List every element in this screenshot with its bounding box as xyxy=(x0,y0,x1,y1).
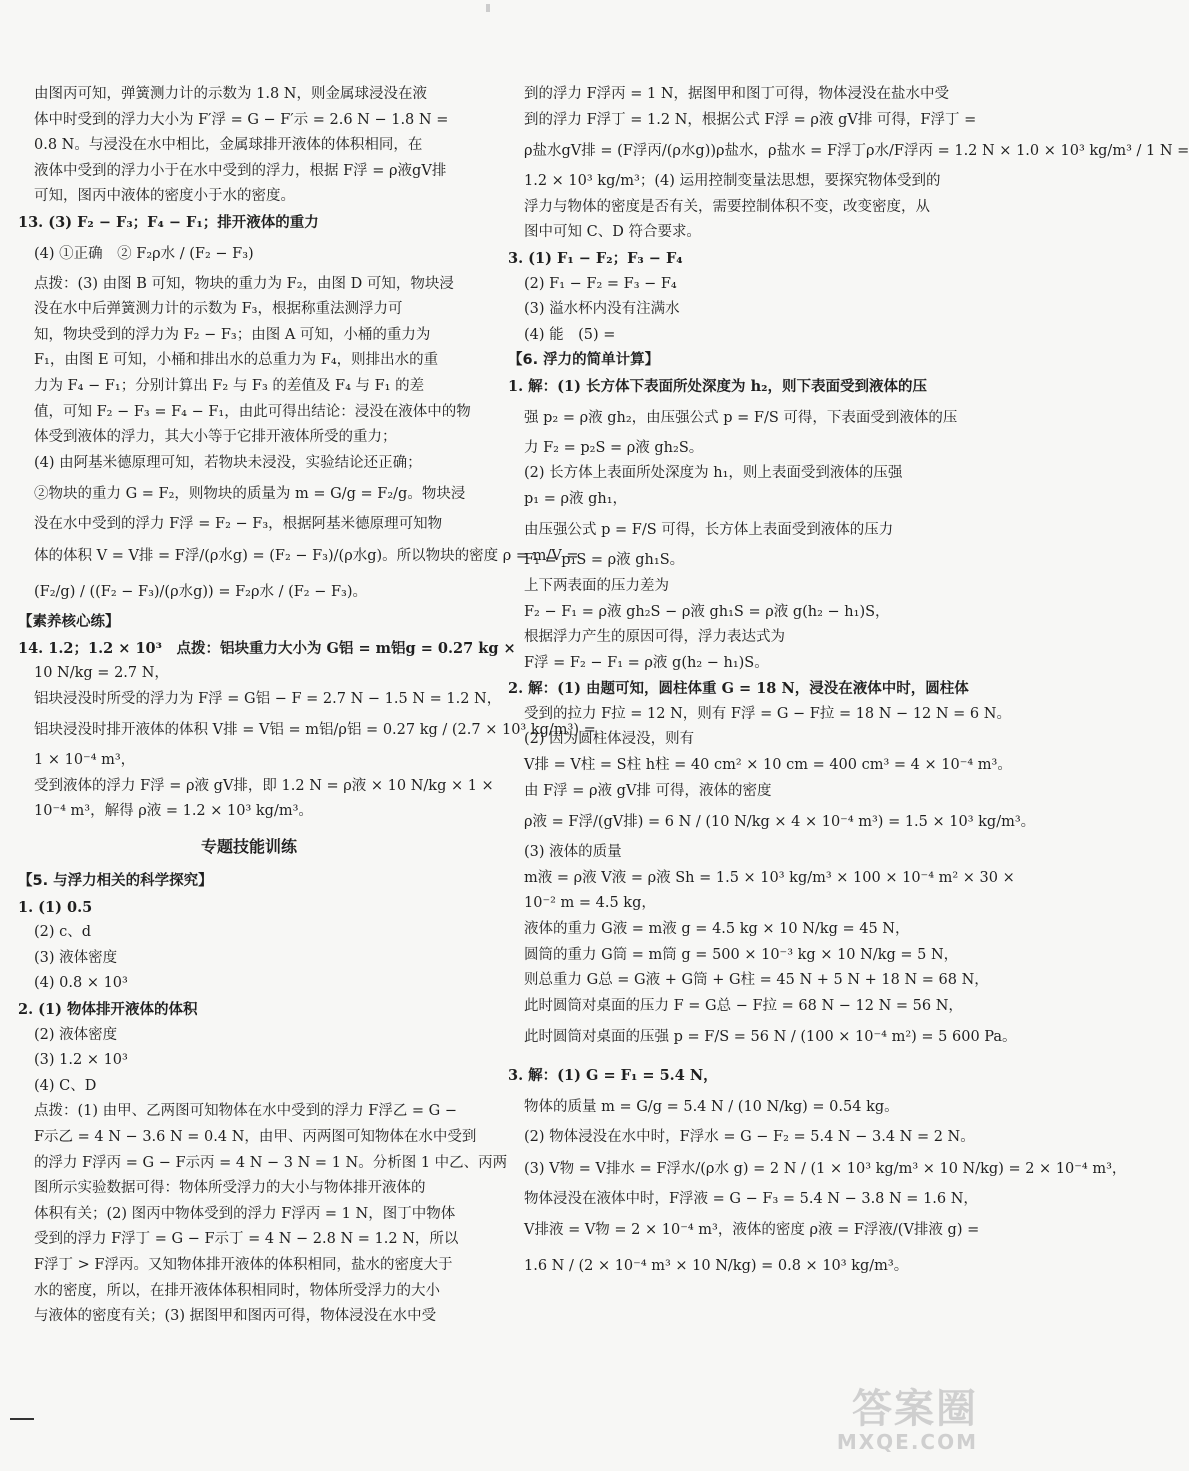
right-text-line: (2) 物体浸没在水中时，F浮水 = G − F₂ = 5.4 N − 3.4 N = 2 N。 xyxy=(524,1129,975,1145)
right-text-line: 力 F₂ = p₂S = ρ液 gh₂S。 xyxy=(524,439,704,456)
left-text-line: 受到的浮力 F浮丁 = G − F示丁 = 4 N − 2.8 N = 1.2 N，所以 xyxy=(34,1231,459,1248)
right-text-line: 圆筒的重力 G筒 = m筒 g = 500 × 10⁻³ kg × 10 N/kg = 5 N， xyxy=(524,946,959,963)
left-text-line: 点拨：(3) 由图 B 可知，物块的重力为 F₂，由图 D 可知，物块浸 xyxy=(34,275,454,292)
left-text-line: 铝块浸没时所受的浮力为 F浮 = G铝 − F = 2.7 N − 1.5 N = 1.2 N， xyxy=(34,690,502,707)
left-text-line: 10⁻⁴ m³，解得 ρ液 = 1.2 × 10³ kg/m³。 xyxy=(34,803,313,820)
right-text-line: ρ盐水gV排 = (F浮丙/(ρ水g))ρ盐水，ρ盐水 = F浮丁ρ水/F浮丙 = 1.2 N × 1.0 × 10³ kg/m³ / 1 N = xyxy=(524,143,1189,160)
left-text-line: 水的密度，所以，在排开液体体积相同时，物体所受浮力的大小 xyxy=(34,1282,440,1299)
left-text-line: 专题技能训练 xyxy=(200,837,297,857)
left-text-line: (3) 1.2 × 10³ xyxy=(34,1052,128,1069)
right-text-line: (3) 溢水杯内没有注满水 xyxy=(524,301,680,318)
left-text-line: 值，可知 F₂ − F₃ = F₄ − F₁，由此可得出结论：浸没在液体中的物 xyxy=(34,403,471,420)
right-text-line: V排 = V柱 = S柱 h柱 = 40 cm² × 10 cm = 400 cm³ = 4 × 10⁻⁴ m³。 xyxy=(524,757,1012,774)
left-text-line: (4) 0.8 × 10³ xyxy=(34,975,128,992)
left-text-line: F示乙 = 4 N − 3.6 N = 0.4 N，由甲、丙两图可知物体在水中受到 xyxy=(34,1129,477,1145)
left-text-line: (2) c、d xyxy=(34,924,92,941)
left-text-line: (4) 由阿基米德原理可知，若物块未浸没，实验结论还正确； xyxy=(34,454,422,471)
right-text-line: F₁ = p₁S = ρ液 gh₁S。 xyxy=(524,552,685,569)
left-text-line: 没在水中后弹簧测力计的示数为 F₃，根据称重法测浮力可 xyxy=(34,301,403,318)
right-text-line: 液体的重力 G液 = m液 g = 4.5 kg × 10 N/kg = 45 N， xyxy=(524,921,910,938)
footer-rule xyxy=(10,1418,34,1420)
right-text-line: (3) V物 = V排水 = F浮水/(ρ水 g) = 2 N / (1 × 10³ kg/m³ × 10 N/kg) = 2 × 10⁻⁴ m³， xyxy=(524,1160,1127,1177)
left-text-line: 知，物块受到的浮力为 F₂ − F₃；由图 A 可知，小桶的重力为 xyxy=(34,326,431,343)
right-text-line: m液 = ρ液 V液 = ρ液 Sh = 1.5 × 10³ kg/m³ × 100 × 10⁻⁴ m² × 30 × xyxy=(524,869,1015,886)
left-text-line: 图所示实验数据可得：物体所受浮力的大小与物体排开液体的 xyxy=(34,1180,426,1197)
right-text-line: 由 F浮 = ρ液 gV排 可得，液体的密度 xyxy=(524,782,772,799)
left-text-line: 14. 1.2；1.2 × 10³ 点拨：铝块重力大小为 G铝 = m铝g = 0.27 kg × xyxy=(18,639,516,657)
left-text-line: 体积有关；(2) 图丙中物体受到的浮力 F浮丙 = 1 N，图丁中物体 xyxy=(34,1205,456,1222)
right-text-line: 物体的质量 m = G/g = 5.4 N / (10 N/kg) = 0.54 kg。 xyxy=(524,1099,899,1115)
left-text-line: (3) 液体密度 xyxy=(34,949,118,966)
left-text-line: 受到液体的浮力 F浮 = ρ液 gV排，即 1.2 N = ρ液 × 10 N/kg × 1 × xyxy=(34,777,494,794)
left-text-line: 10 N/kg = 2.7 N， xyxy=(34,665,169,682)
right-text-line: (3) 液体的质量 xyxy=(524,844,622,861)
right-text-line: 上下两表面的压力差为 xyxy=(524,577,669,594)
right-text-line: 1. 解：(1) 长方体下表面所处深度为 h₂，则下表面受到液体的压 xyxy=(508,377,927,395)
right-text-line: F₂ − F₁ = ρ液 gh₂S − ρ液 gh₁S = ρ液 g(h₂ − h₁)S， xyxy=(524,603,890,620)
right-text-line: 则总重力 G总 = G液 + G筒 + G柱 = 45 N + 5 N + 18 N = 68 N， xyxy=(524,972,989,989)
left-text-line: 体的体积 V = V排 = F浮/(ρ水g) = (F₂ − F₃)/(ρ水g)。所以物块的密度 ρ = m/V = xyxy=(34,547,579,564)
right-text-line: 1.2 × 10³ kg/m³；(4) 运用控制变量法思想，要探究物体受到的 xyxy=(524,173,941,190)
left-text-line: (F₂/g) / ((F₂ − F₃)/(ρ水g)) = F₂ρ水 / (F₂ − F₃)。 xyxy=(34,583,368,600)
left-text-line: 的浮力 F浮丙 = G − F示丙 = 4 N − 3 N = 1 N。分析图 1 中乙、丙两 xyxy=(34,1154,508,1171)
left-text-line: 2. (1) 物体排开液体的体积 xyxy=(18,1001,198,1019)
right-text-line xyxy=(508,1055,978,1063)
right-text-line: 3. (1) F₁ − F₂；F₃ − F₄ xyxy=(508,249,683,267)
right-text-line: 强 p₂ = ρ液 gh₂，由压强公式 p = F/S 可得，下表面受到液体的压 xyxy=(524,409,958,426)
watermark-main: 答案圈 xyxy=(852,1386,978,1432)
left-text-line: 【5. 与浮力相关的科学探究】 xyxy=(18,873,213,890)
left-text-line: 1. (1) 0.5 xyxy=(18,898,93,916)
right-text-line: 【6. 浮力的简单计算】 xyxy=(508,352,660,369)
left-text-line: 与液体的密度有关；(3) 据图甲和图丙可得，物体浸没在水中受 xyxy=(34,1308,437,1325)
left-text-line: 【素养核心练】 xyxy=(18,613,120,630)
left-text-line: F₁，由图 E 可知，小桶和排出水的总重力为 F₄，则排出水的重 xyxy=(34,352,439,369)
left-text-line: 1 × 10⁻⁴ m³， xyxy=(34,752,136,769)
right-text-line: p₁ = ρ液 gh₁， xyxy=(524,490,628,507)
right-text-line: (2) 长方体上表面所处深度为 h₁，则上表面受到液体的压强 xyxy=(524,465,903,482)
left-text-line: (4) C、D xyxy=(34,1077,97,1094)
left-text-line: 体受到液体的浮力，其大小等于它排开液体所受的重力； xyxy=(34,429,397,446)
page-edge-mark xyxy=(486,4,490,12)
right-text-line: F浮 = F₂ − F₁ = ρ液 g(h₂ − h₁)S。 xyxy=(524,654,769,671)
right-text-line: V排液 = V物 = 2 × 10⁻⁴ m³，液体的密度 ρ液 = F浮液/(V排液 g) = xyxy=(524,1222,980,1239)
right-text-line: 2. 解：(1) 由题可知，圆柱体重 G = 18 N，浸没在液体中时，圆柱体 xyxy=(508,680,969,698)
right-text-line: ρ液 = F浮/(gV排) = 6 N / (10 N/kg × 4 × 10⁻⁴ m³) = 1.5 × 10³ kg/m³。 xyxy=(524,814,1036,831)
left-text-line: 力为 F₄ − F₁；分别计算出 F₂ 与 F₃ 的差值及 F₄ 与 F₁ 的差 xyxy=(34,377,425,394)
left-text-line: 点拨：(1) 由甲、乙两图可知物体在水中受到的浮力 F浮乙 = G − xyxy=(34,1103,458,1120)
left-text-line: 体中时受到的浮力大小为 F′浮 = G − F′示 = 2.6 N − 1.8 N = xyxy=(34,111,449,128)
right-text-line: 图中可知 C、D 符合要求。 xyxy=(524,224,701,241)
right-column xyxy=(508,82,1189,1284)
right-text-line: 受到的拉力 F拉 = 12 N，则有 F浮 = G − F拉 = 18 N − 12 N = 6 N。 xyxy=(524,705,1011,722)
left-text-line: 没在水中受到的浮力 F浮 = F₂ − F₃，根据阿基米德原理可知物 xyxy=(34,516,443,533)
right-text-line: 根据浮力产生的原因可得，浮力表达式为 xyxy=(524,629,785,646)
right-text-line: 3. 解：(1) G = F₁ = 5.4 N， xyxy=(508,1067,718,1085)
right-text-line: (4) 能 (5) = xyxy=(524,326,616,343)
right-text-line: 此时圆筒对桌面的压力 F = G总 − F拉 = 68 N − 12 N = 56 N， xyxy=(524,997,963,1014)
right-text-line: 浮力与物体的密度是否有关，需要控制体积不变，改变密度，从 xyxy=(524,198,930,215)
right-text-line: 到的浮力 F浮丁 = 1.2 N，根据公式 F浮 = ρ液 gV排 可得，F浮丁 = xyxy=(524,111,977,128)
left-text-line: 可知，图丙中液体的密度小于水的密度。 xyxy=(34,188,295,205)
left-text-line: ②物块的重力 G = F₂，则物块的质量为 m = G/g = F₂/g。物块浸 xyxy=(34,486,466,503)
right-text-line: 1.6 N / (2 × 10⁻⁴ m³ × 10 N/kg) = 0.8 × 10³ kg/m³。 xyxy=(524,1258,909,1275)
watermark-logo xyxy=(837,1387,978,1453)
right-text-line: 10⁻² m = 4.5 kg， xyxy=(524,895,656,912)
right-text-line: (2) F₁ − F₂ = F₃ − F₄ xyxy=(524,275,677,292)
left-text-line: 液体中受到的浮力小于在水中受到的浮力，根据 F浮 = ρ液gV排 xyxy=(34,162,447,179)
left-text-line: 由图丙可知，弹簧测力计的示数为 1.8 N，则金属球浸没在液 xyxy=(34,86,427,102)
left-text-line: (4) ①正确 ② F₂ρ水 / (F₂ − F₃) xyxy=(34,245,254,262)
left-text-line: (2) 液体密度 xyxy=(34,1026,118,1043)
left-text-line: F浮丁 > F浮丙。又知物体排开液体的体积相同，盐水的密度大于 xyxy=(34,1256,453,1273)
watermark-url: MXQE.COM xyxy=(836,1430,978,1454)
right-text-line: (2) 因为圆柱体浸没，则有 xyxy=(524,731,695,748)
left-text-line: 13. (3) F₂ − F₃；F₄ − F₁；排开液体的重力 xyxy=(18,213,319,231)
right-text-line: 由压强公式 p = F/S 可得，长方体上表面受到液体的压力 xyxy=(524,522,894,539)
left-text-line: 铝块浸没时排开液体的体积 V排 = V铝 = m铝/ρ铝 = 0.27 kg / (2.7 × 10³ kg/m³) = xyxy=(34,722,596,739)
left-text-line: 0.8 N。与浸没在水中相比，金属球排开液体的体积相同，在 xyxy=(34,137,423,154)
right-text-line: 此时圆筒对桌面的压强 p = F/S = 56 N / (100 × 10⁻⁴ m²) = 5 600 Pa。 xyxy=(524,1029,1017,1046)
right-text-line: 物体浸没在液体中时，F浮液 = G − F₃ = 5.4 N − 3.8 N = 1.6 N， xyxy=(524,1190,978,1207)
right-text-line: 到的浮力 F浮丙 = 1 N，据图甲和图丁可得，物体浸没在盐水中受 xyxy=(524,86,950,102)
